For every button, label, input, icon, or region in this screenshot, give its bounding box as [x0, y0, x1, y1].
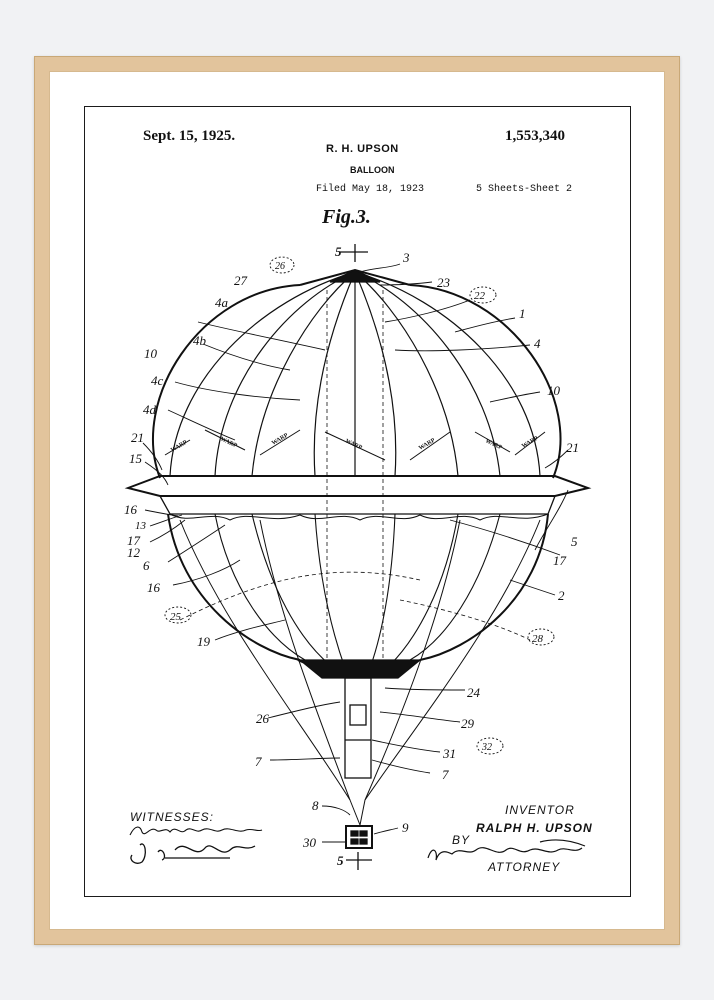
appendix-neck	[300, 660, 420, 778]
callout-15: 15	[129, 451, 142, 466]
callout-27: 27	[234, 273, 247, 288]
callout-8: 8	[312, 798, 319, 813]
svg-text:WARP: WARP	[484, 438, 503, 452]
patent-number: 1,553,340	[505, 128, 565, 144]
witness-signature-1	[130, 827, 262, 835]
crown-cap	[330, 270, 380, 282]
svg-text:WARP: WARP	[344, 438, 363, 452]
dashed-circle-callouts	[165, 257, 554, 754]
callout-4a: 4a	[215, 295, 228, 310]
callout-10-right: 10	[547, 383, 560, 398]
callout-29: 29	[461, 716, 474, 731]
callout-25: 25	[170, 611, 181, 623]
callout-17-right: 17	[553, 553, 566, 568]
callout-19: 19	[197, 634, 210, 649]
callout-31: 31	[443, 746, 456, 761]
svg-text:WARP: WARP	[521, 435, 540, 450]
callout-4: 4	[534, 336, 541, 351]
callout-17-left: 17	[127, 533, 140, 548]
callout-28: 28	[532, 633, 543, 645]
callout-23: 23	[437, 275, 450, 290]
callout-4d: 4d	[143, 402, 156, 417]
callout-1: 1	[519, 306, 526, 321]
attorney-label: ATTORNEY	[488, 860, 561, 874]
witnesses-label: WITNESSES:	[130, 810, 215, 824]
callout-22: 22	[474, 290, 485, 302]
callout-numbers	[124, 250, 579, 850]
sheet-count: 5 Sheets-Sheet 2	[476, 184, 573, 195]
callout-2: 2	[558, 588, 565, 603]
callout-26: 26	[275, 261, 285, 272]
inventor-header: R. H. UPSON	[326, 143, 399, 155]
callout-16: 16	[124, 502, 137, 517]
callout-4b: 4b	[193, 333, 206, 348]
witness-signature-2	[131, 844, 255, 863]
callout-12: 12	[127, 545, 140, 560]
by-label: BY	[452, 833, 471, 847]
patent-title: BALLOON	[350, 165, 395, 175]
section-marker-top	[335, 244, 368, 262]
callout-4c: 4c	[151, 373, 164, 388]
callout-7-left: 7	[255, 754, 262, 769]
callout-32: 32	[482, 742, 492, 753]
section-label-top: 5	[335, 244, 342, 259]
callout-3: 3	[403, 250, 410, 265]
svg-text:WARP: WARP	[170, 439, 189, 454]
section-label-bottom: 5	[337, 853, 344, 868]
callout-26-lower: 26	[256, 711, 269, 726]
callout-5: 5	[571, 534, 578, 549]
callout-24: 24	[467, 685, 480, 700]
basket	[346, 826, 372, 848]
callout-6: 6	[143, 558, 150, 573]
callout-30: 30	[303, 835, 316, 850]
equator-band	[128, 476, 588, 520]
filed-date: Filed May 18, 1923	[316, 184, 425, 195]
section-marker-bottom	[337, 852, 372, 870]
callout-21-right: 21	[566, 440, 579, 455]
svg-text:WARP: WARP	[219, 436, 238, 450]
callout-9: 9	[402, 820, 409, 835]
svg-text:WARP: WARP	[271, 432, 290, 447]
callout-10-left: 10	[144, 346, 157, 361]
inventor-name: RALPH H. UPSON	[476, 821, 593, 835]
patent-date: Sept. 15, 1925.	[143, 128, 236, 144]
callout-21-left: 21	[131, 430, 144, 445]
callout-7-right: 7	[442, 767, 449, 782]
callout-13: 13	[135, 520, 146, 532]
callout-16-lower: 16	[147, 580, 160, 595]
svg-text:WARP: WARP	[418, 437, 437, 452]
inventor-label: INVENTOR	[505, 803, 575, 817]
figure-label: Fig.3.	[322, 206, 371, 228]
